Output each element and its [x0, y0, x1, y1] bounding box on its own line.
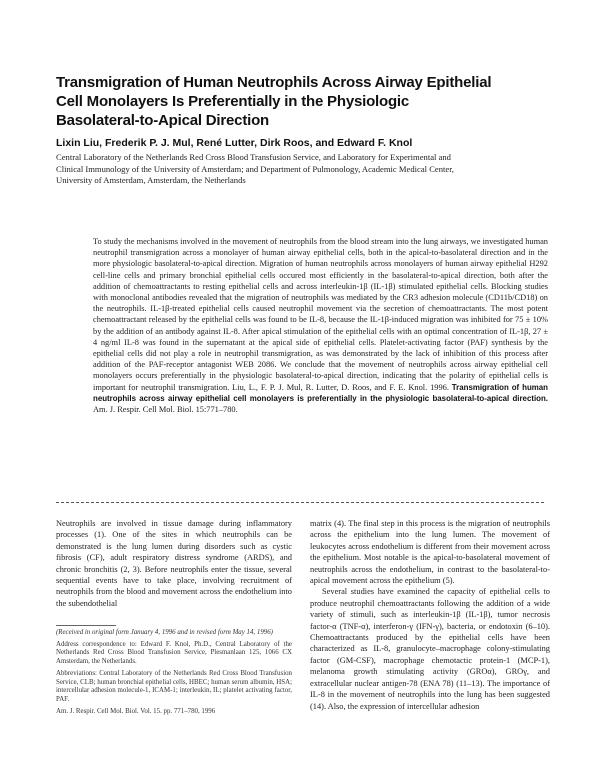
footnote-abbreviations: Abbreviations: Central Laboratory of the Netherlands Red Cross Blood Transfusion Service, CLB; human bronchial epithelial cells, HBEC; human serum albumin, HSA; intercellular adhesion molecule-1, ICAM-1; interleukin, IL; platelet activating factor, PAF.	[56, 669, 292, 703]
article-title-line-1: Transmigration of Human Neutrophils Across Airway Epithelial	[56, 74, 492, 91]
footnote-received: (Received in original form January 4, 1996 and in revised form May 14, 1996)	[56, 629, 273, 636]
affiliation	[56, 152, 566, 187]
affiliation-line-1: Central Laboratory of the Netherlands Red Cross Blood Transfusion Service, and Laboratory for Experimental and	[56, 152, 451, 162]
footnotes	[56, 629, 292, 719]
section-divider	[56, 502, 544, 503]
article-title-line-3: Basolateral-to-Apical Direction	[56, 112, 270, 129]
intro-paragraph: Neutrophils are involved in tissue damage during inflammatory processes (1). One of the sites in which neutrophils can be demonstrated is the lung lumen during disorders such as cystic fibrosis (CF), adult respiratory distress syndrome (ARDS), and chronic bronchitis (2, 3). Before neutrophils enter the tissue, several sequential events have to take place, involving recruitment of neutrophils from the blood and movement across the endothelium into the subendothelial	[56, 519, 292, 608]
body-column-right	[310, 518, 550, 712]
footnote-journal: Am. J. Respir. Cell Mol. Biol. Vol. 15. pp. 771–780, 1996	[56, 707, 216, 715]
footnote-address: Address correspondence to: Edward F. Knol, Ph.D., Central Laboratory of the Netherlands Red Cross Blood Transfusion Service, Plesmanlaan 125, 1066 CX Amsterdam, the Netherlands.	[56, 640, 292, 666]
body-paragraph-2: Several studies have examined the capacity of epithelial cells to produce neutrophil chemoattractants following the addition of a wide variety of stimuli, such as interleukin-1β (IL-1β), tumor necrosis factor-α (TNF-α), interferon-γ (IFN-γ), bacteria, or endotoxin (6–10). Chemoattractants produced by the epithelial cells have been characterized as IL-8, granulocyte–macrophage colony-stimulating factor (GM-CSF), macrophage chemotactic protein-1 (MCP-1), melanoma growth stimulating activity (GROα), GROγ, and extracellular nuclear antigen-78 (ENA 78) (11–13). The importance of IL-8 in the movement of neutrophils into the lung has been suggested (14). Also, the expression of intercellular adhesion	[310, 587, 550, 711]
body-paragraph-1: matrix (4). The final step in this process is the migration of neutrophils across the epithelium into the lung lumen. The movement of leukocytes across endothelium is different from their movement across the epithelium. Most notable is the apical-to-basolateral movement of neutrophils across the endothelium, in contrast to the basolateral-to-apical movement across the epithelium (5).	[310, 519, 550, 586]
footnote-divider	[56, 625, 116, 626]
affiliation-line-2: Clinical Immunology of the University of Amsterdam; and Department of Pulmonology, Academic Medical Center,	[56, 163, 454, 174]
article-title	[56, 73, 556, 130]
abstract	[93, 236, 548, 415]
article-title-line-2: Cell Monolayers Is Preferentially in the Physiologic	[56, 93, 410, 110]
body-column-left	[56, 518, 292, 609]
author-list: Lixin Liu, Frederik P. J. Mul, René Lutter, Dirk Roos, and Edward F. Knol	[56, 137, 413, 149]
abstract-citation-journal: Am. J. Respir. Cell Mol. Biol. 15:771–780.	[93, 405, 238, 415]
abstract-citation-title: Transmigration of human neutrophils across airway epithelial cell monolayers is preferentially in the physiologic basolateral-to-apical direction.	[93, 382, 549, 403]
abstract-body: To study the mechanisms involved in the movement of neutrophils from the blood stream into the lung airways, we investigated human neutrophil transmigration across a monolayer of human airway epithelial cells, both in the apical-to-basolateral direction and in the more physiologic basolateral-to-apical direction. Migration of human neutrophils across monolayers of human airway epithelial H292 cell-line cells and primary bronchial epithelial cells occured most efficiently in the basolateral-to-apical direction, both after the addition of chemoattractants to resting epithelial cells and across interleukin-1β (IL-1β) stimulated epithelial cells. Blocking studies with monoclonal antibodies revealed that the migration of neutrophils was mediated by the CR3 adhesion molecule (CD11b/CD18) on the neutrophils. IL-1β-treated epithelial cells caused neutrophil movement via the secretion of chemoattractants. The most potent chemoattractant released by the epithelial cells was found to be IL-8, because the IL-1β-induced migration was inhibited for 75 ± 10% by the addition of an antibody against IL-8. After apical stimulation of the epithelial cells with an optimal concentration of IL-1β, 27 ± 4 ng/ml IL-8 was found in the supernatant at the apical side of epithelial cells. Platelet-activating factor (PAF) synthesis by the epithelial cells did not play a role in neutrophil transmigration, as was demonstrated by the lack of inhibition of this process after addition of the PAF-receptor antagonist WEB 2086. We conclude that the movement of neutrophils across airway epithelial cell monolayers occurs preferentially in the physiologic basolateral-to-apical direction, indicating that the polarity of epithelial cells is important for neutrophil transmigration. Liu, L., F. P. J. Mul, R. Lutter, D. Roos, and F. E. Knol. 1996.	[93, 237, 548, 392]
affiliation-line-3: University of Amsterdam, Amsterdam, the Netherlands	[56, 175, 246, 185]
